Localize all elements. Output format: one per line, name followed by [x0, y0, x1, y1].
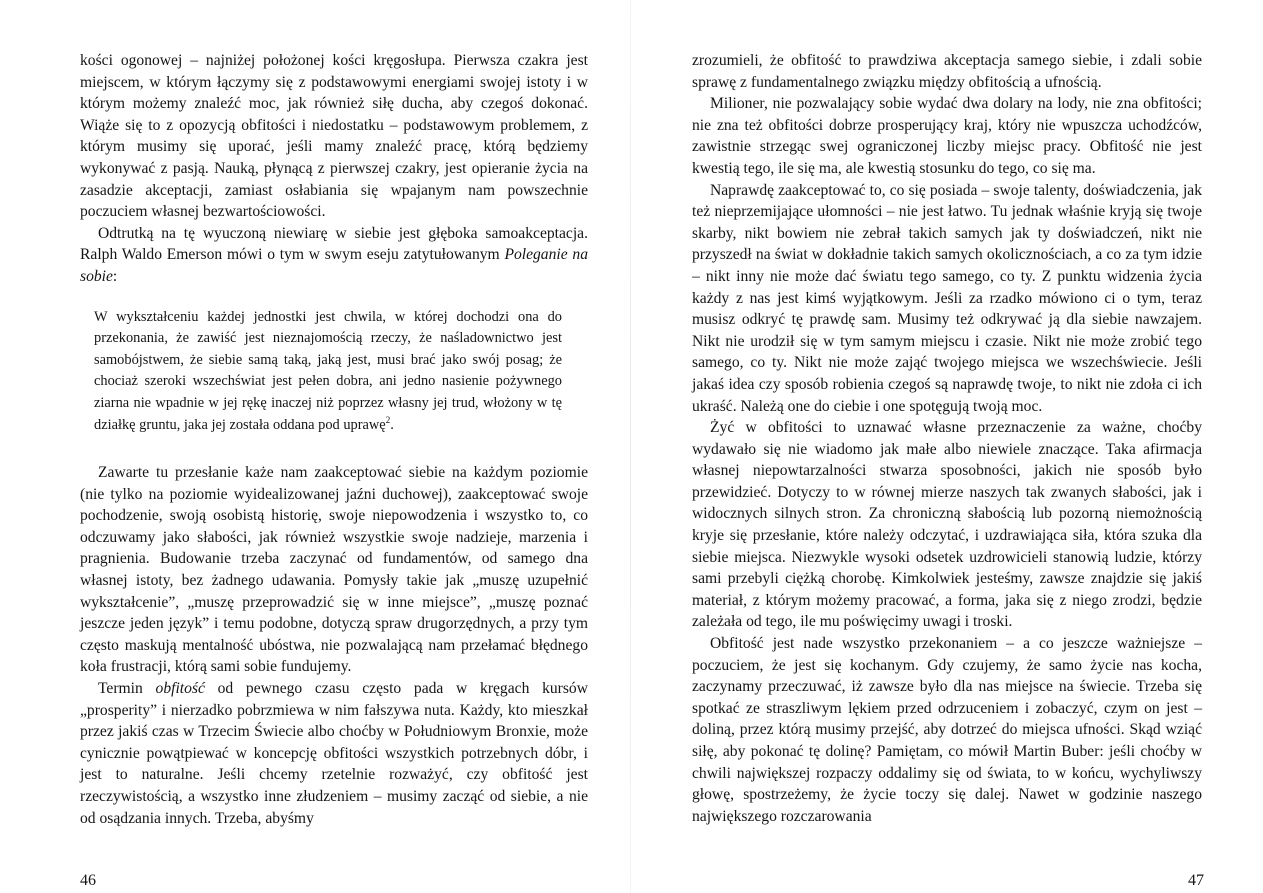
- right-page: [692, 50, 1202, 827]
- quote-text: W wykształceniu każdej jednostki jest chwila, w której dochodzi ona do przekonania, że zawiść jest nieznajomością rzeczy, że naśladownictwo jest samobójstwem, że siebie samą taką, jaką jest, musi brać jako swój posag; że chociaż szeroki wszechświat jest pełen dobra, ani jedno nasienie pożywnego ziarna nie wpadnie w jej rękę inaczej niż poprzez własny jej trud, włożony w tę działkę gruntu, jaka jej została oddana pod uprawę: [94, 308, 562, 433]
- left-page: [80, 50, 588, 829]
- left-paragraph-2: [80, 223, 588, 288]
- page-number-right: 47: [1188, 872, 1204, 889]
- emerson-quote: [94, 307, 562, 437]
- quote-end: .: [390, 416, 394, 433]
- left-paragraph-2-text: Odtrutką na tę wyuczoną niewiarę w siebie jest głęboka samoakceptacja. Ralph Waldo Emerson mówi o tym w swym eseju zatytułowanym: [80, 224, 588, 264]
- right-paragraph-5: Obfitość jest nade wszystko przekonaniem – a co jeszcze ważniejsze – poczuciem, że jest się kochanym. Gdy czujemy, że samo życie nas kocha, zaczynamy przeczuwać, iż zawsze było dla nas miejsce na świecie. Trzeba się spotkać ze straszliwym lękiem przed odrzuceniem i zobaczyć, czym on jest – doliną, przez którą musimy przejść, aby dotrzeć do miejsca ufności. Skąd wziąć siłę, aby pokonać tę dolinę? Pamiętam, co mówił Martin Buber: jeśli choćby w chwili największej rozpaczy oddalimy się od świata, to w końcu, wychyliwszy głowę, spostrzeżemy, że życie toczy się dalej. Nawet w godzinie naszego największego rozczarowania: [692, 635, 1202, 825]
- right-paragraph-4: Żyć w obfitości to uznawać własne przeznaczenie za ważne, choćby wydawało się nie wiadomo jak małe albo niewiele znaczące. Taka afirmacja własnej niepowtarzalności stwarza sposobności, jakich nie sposób było przewidzieć. Dotyczy to w równej mierze naszych tak zwanych słabości, jak i widocznych silnych stron. Za chroniczną słabością lub pozorną niemożnością kryje się przesłanie, które należy odczytać, i uzdrawiająca siła, która szuka dla siebie miejsca. Niezwykle wysoki odsetek uzdrowicieli stanowią ludzie, którzy sami przebyli ciężką chorobę. Kimkolwiek jesteśmy, zawsze znajdzie się jakiś materiał, z którym możemy pracować, a forma, jaka się z niego zrodzi, będzie zależała od tego, ile mu poświęcimy uwagi i troski.: [692, 419, 1202, 631]
- page-number-left: 46: [80, 872, 96, 889]
- right-paragraph-3: Naprawdę zaakceptować to, co się posiada – swoje talenty, doświadczenia, jak też nieprzemijające ułomności – nie jest łatwo. Tu jednak właśnie kryją się twoje skarby, nikt bowiem nie zebrał takich samych jak ty doświadczeń, nikt nie przyszedł na świat w dokładnie takich samych okolicznościach, a co za tym idzie – nikt inny nie może dać światu tego samego, co ty. Z punktu widzenia życia każdy z nas jest kimś wyjątkowym. Jeśli za rzadko mówiono ci o tym, teraz musisz odkryć tę prawdę sam. Musimy też odkrywać ją dla siebie nawzajem. Nikt nie urodził się w tym samym miejscu i czasie. Nikt nie może zrobić tego samego, co ty. Nikt nie może zająć twojego miejsca we wszechświecie. Jeśli jakaś idea czy sposób robienia czegoś są naprawdę twoje, to nikt nie zdoła ci ich ukraść. Należą one do ciebie i one spotęgują twoją moc.: [692, 181, 1202, 415]
- essay-title: Poleganie na sobie: [80, 246, 588, 285]
- left-paragraph-3: Zawarte tu przesłanie każe nam zaakceptować siebie na każdym poziomie (nie tylko na poziomie wyidealizowanej jaźni duchowej), zaakceptować swoje pochodzenie, swoją osobistą historię, swoje niepowodzenia i wszystko to, co odczuwamy jako słabości, jak również wszystkie swoje nadzieje, marzenia i pragnienia. Budowanie trzeba zaczynać od fundamentów, od samego dna własnej istoty, bez żadnego udawania. Pomysły takie jak „muszę uzupełnić wykształcenie”, „muszę przeprowadzić się w inne miejsce”, „muszę poznać jeszcze jeden język” i temu podobne, dotyczą spraw drugorzędnych, a przy tym często maskują mentalność ubóstwa, nie pozwalającą nam przełamać błędnego koła frustracji, którą sami sobie fundujemy.: [80, 464, 588, 676]
- left-paragraph-1: kości ogonowej – najniżej położonej kości kręgosłupa. Pierwsza czakra jest miejscem, w którym łączymy się z podstawowymi energiami swojej istoty i w którym możemy znaleźć moc, jak również siłę ducha, aby czegoś dokonać. Wiąże się to z opozycją obfitości i niedostatku – podstawowym problemem, z którym musimy się uporać, jeśli mamy znaleźć pracę, którą będziemy wykonywać z pasją. Nauką, płynącą z pierwszej czakry, jest opieranie życia na zasadzie akceptacji, zamiast osłabiania się wpajanym nam powszechnie poczuciem własnej bezwartościowości.: [80, 52, 588, 221]
- left-paragraph-4-start: Termin: [98, 680, 156, 698]
- left-paragraph-4-rest: od pewnego czasu często pada w kręgach kursów „prosperity” i nierzadko pobrzmiewa w nim fałszywa nuta. Każdy, kto mieszkał przez jakiś czas w Trzecim Świecie albo choćby w Południowym Bronxie, może cynicznie powątpiewać w koncepcję obfitości wszystkich potrzebnych dóbr, i jest to naturalne. Jeśli chcemy rzetelnie rozważyć, czy obfitość jest rzeczywistością, a wszystko inne złudzeniem – musimy zacząć od siebie, a nie od osądzania innych. Trzeba, abyśmy: [80, 680, 588, 827]
- term-obfitosc: obfitość: [155, 680, 205, 698]
- book-gutter: [630, 0, 631, 893]
- left-paragraph-4: [80, 678, 588, 829]
- right-paragraph-2: Milioner, nie pozwalający sobie wydać dwa dolary na lody, nie zna obfitości; nie zna też obfitości dobrze prosperujący kraj, który nie wpuszcza uchodźców, zawistnie strzegąc swej ograniczonej liczby miejsc pracy. Obfitość nie jest kwestią tego, ile się ma, ale kwestią stosunku do tego, co się ma.: [692, 95, 1202, 177]
- right-paragraph-1: zrozumieli, że obfitość to prawdziwa akceptacja samego siebie, i zdali sobie sprawę z fundamentalnego związku między obfitością a ufnością.: [692, 52, 1202, 91]
- left-paragraph-2-end: :: [112, 267, 118, 285]
- footnote-marker: 2: [385, 414, 391, 425]
